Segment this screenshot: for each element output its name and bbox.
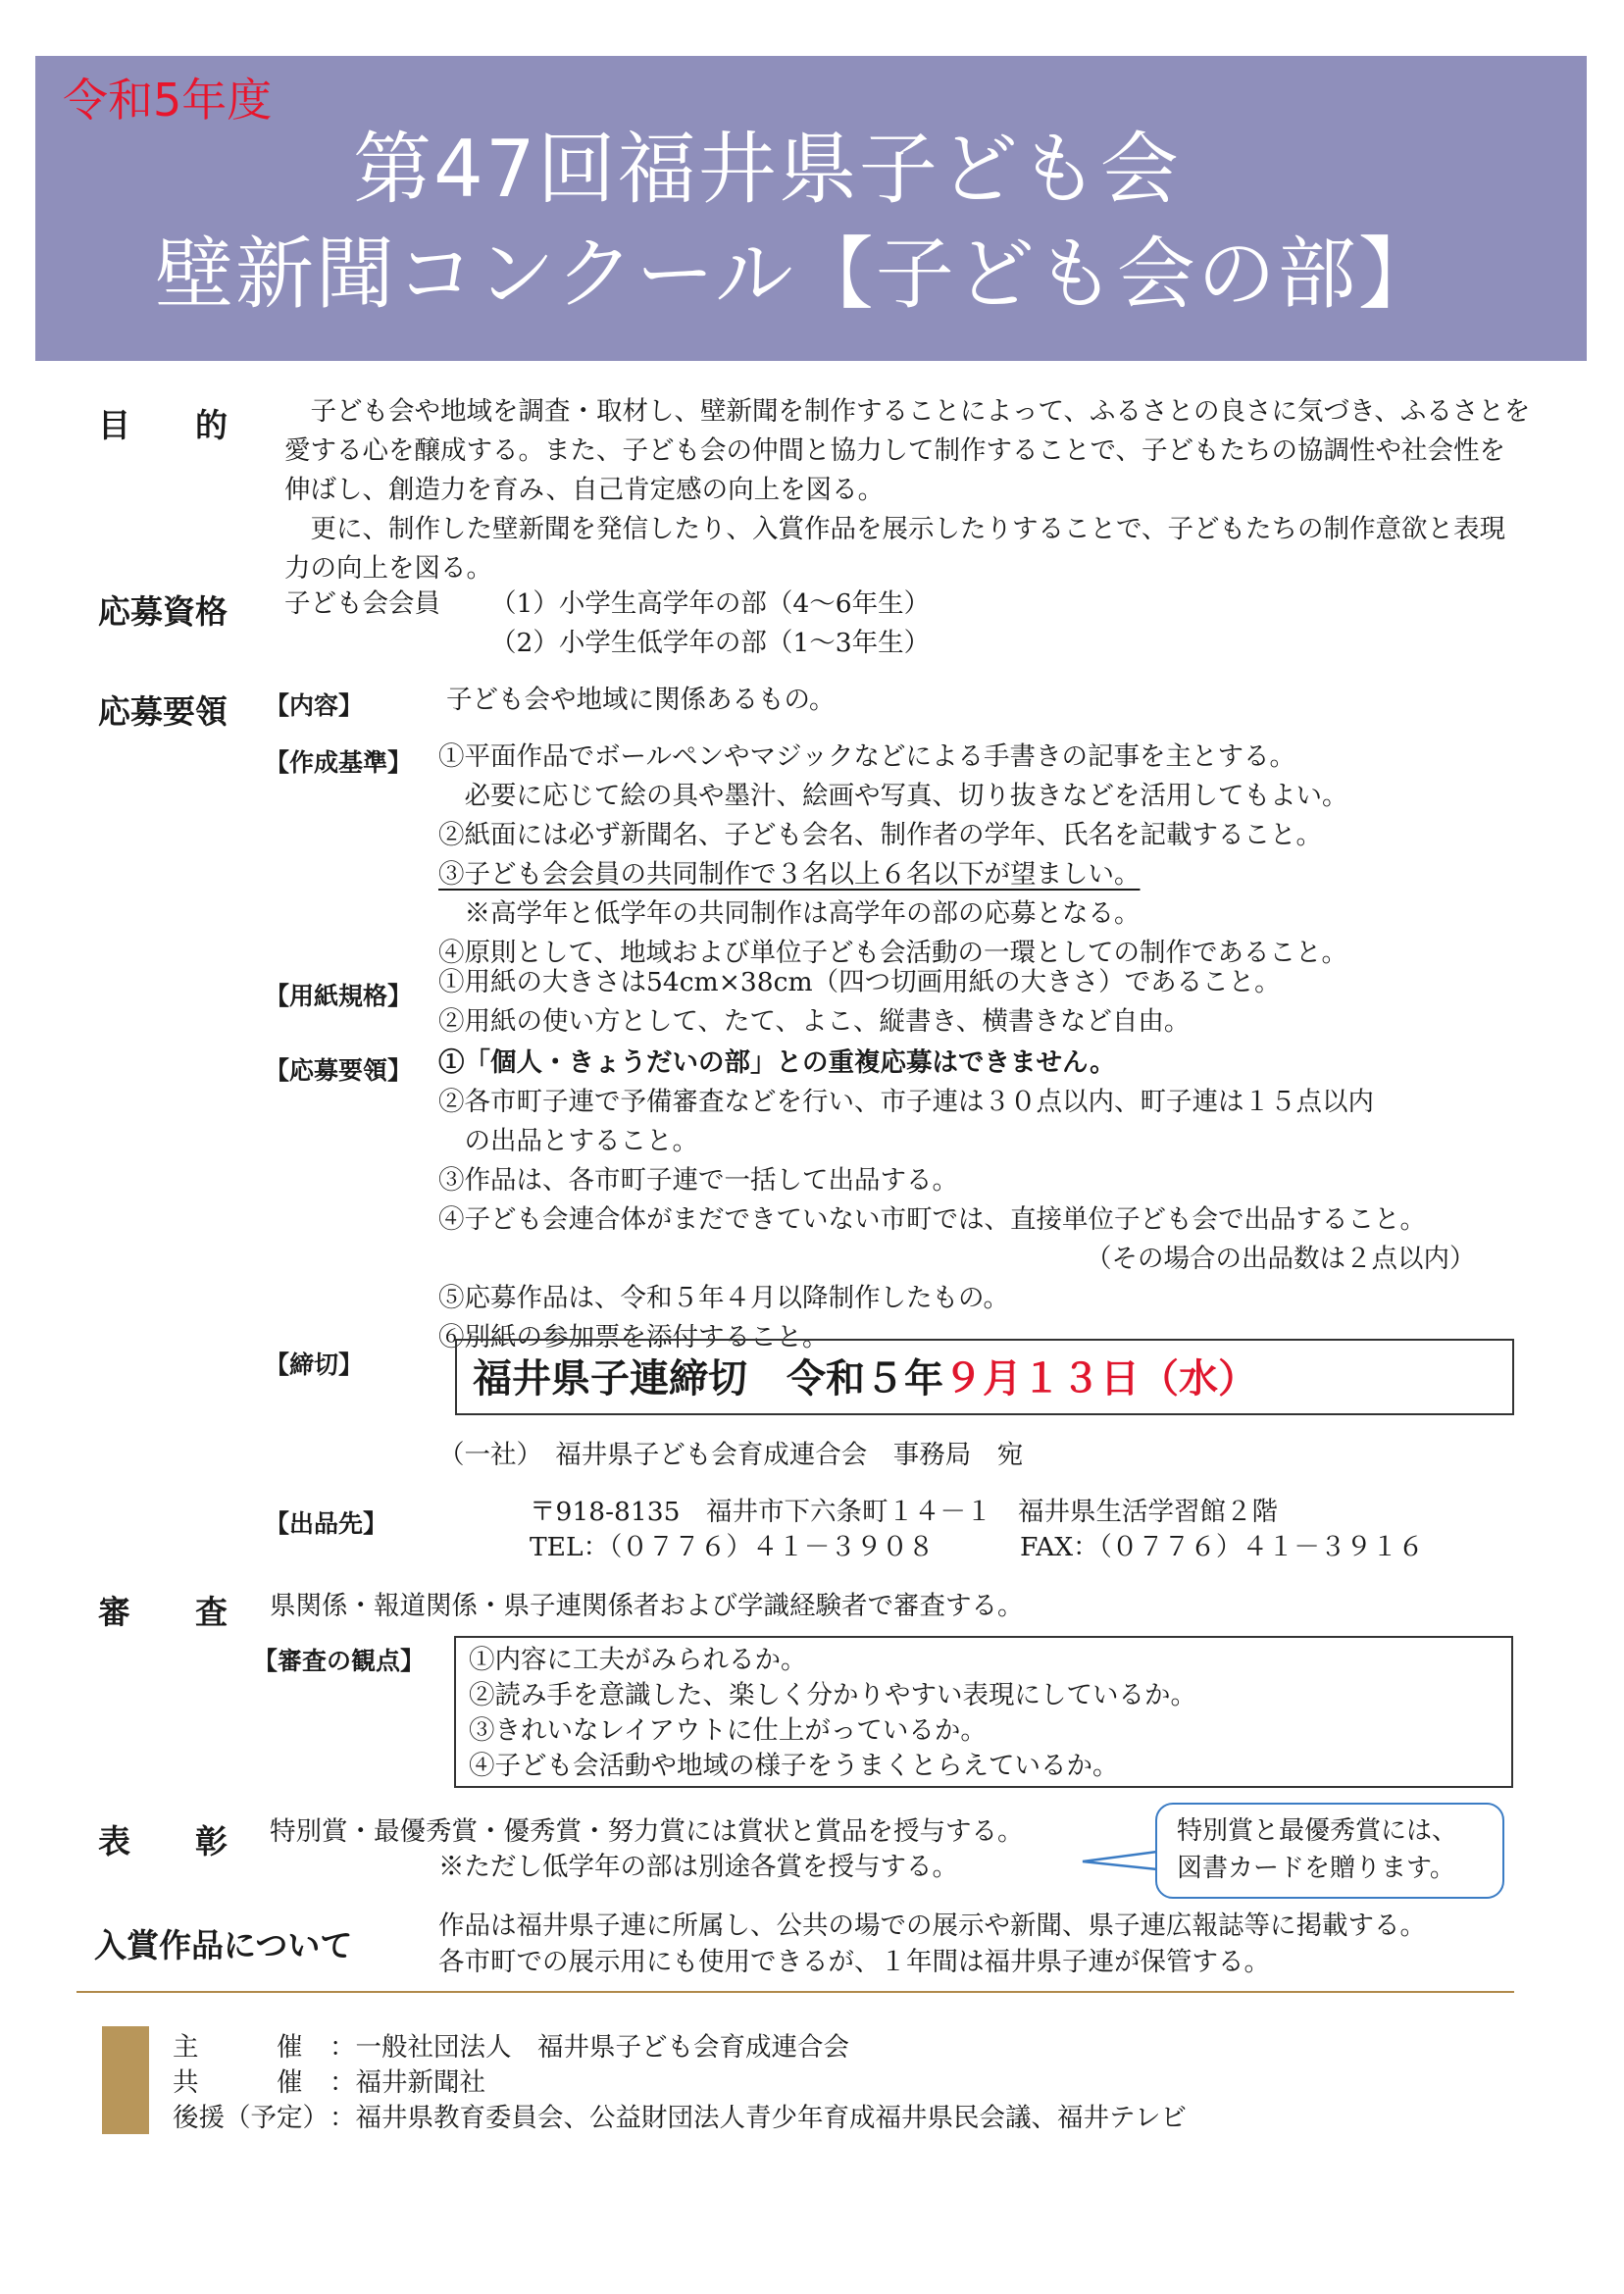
judging-point: ③きれいなレイアウトに仕上がっているか。 xyxy=(469,1715,987,1746)
criteria-label: 【作成基準】 xyxy=(265,748,413,777)
award-note-text xyxy=(1177,1812,1457,1887)
entry-item: （その場合の出品数は２点以内） xyxy=(1086,1244,1476,1274)
paper-label: 【用紙規格】 xyxy=(265,982,413,1010)
criteria-item: ※高学年と低学年の共同制作は高学年の部の応募となる。 xyxy=(438,898,1141,929)
tel: TEL：（０７７６）４１－３９０８ xyxy=(530,1532,935,1562)
criteria-item: ③子ども会会員の共同制作で３名以上６名以下が望ましい。 xyxy=(438,859,1141,890)
content-label: 【内容】 xyxy=(265,691,364,720)
purpose-line: 愛する心を醸成する。また、子ども会の仲間と協力して制作することで、子どもたちの協調性や社会性を xyxy=(284,435,1505,466)
organizer-accent-bar xyxy=(102,2026,149,2134)
entry-item: の出品とすること。 xyxy=(438,1126,698,1156)
purpose-line: 伸ばし、創造力を育み、自己肯定感の向上を図る。 xyxy=(284,475,885,505)
address: 〒918-8135 福井市下六条町１４－１ 福井県生活学習館２階 xyxy=(530,1497,1278,1527)
entry-item: ①「個人・きょうだいの部」との重複応募はできません。 xyxy=(438,1047,1116,1078)
organizer-labels xyxy=(173,2030,329,2136)
entry-label: 【応募要領】 xyxy=(265,1056,413,1085)
deadline-text xyxy=(473,1348,1257,1403)
host-label: 主 催 xyxy=(173,2032,303,2063)
eligibility-divisions xyxy=(490,585,930,663)
judging-point: ②読み手を意識した、楽しく分かりやすい表現にしているか。 xyxy=(469,1680,1196,1710)
criteria-item: 必要に応じて絵の具や墨汁、絵画や写真、切り抜きなどを活用してもよい。 xyxy=(438,781,1348,811)
eligibility-member: 子ども会会員 xyxy=(284,588,440,619)
title-line-1: 第47回福井県子ども会 xyxy=(353,124,1181,215)
purpose-label: 目 的 xyxy=(98,406,228,444)
cohost: ：福井新聞社 xyxy=(330,2067,485,2098)
paper-item: ①用紙の大きさは54cm×38cm（四つ切画用紙の大きさ）であること。 xyxy=(438,967,1281,997)
awards-label: 表 彰 xyxy=(98,1822,228,1861)
deadline-label: 【締切】 xyxy=(265,1351,364,1379)
paper-item: ②用紙の使い方として、たて、よこ、縦書き、横書きなど自由。 xyxy=(438,1006,1191,1037)
awards-line-1: 特別賞・最優秀賞・優秀賞・努力賞には賞状と賞品を授与する。 xyxy=(270,1816,1024,1847)
criteria-item: ①平面作品でボールペンやマジックなどによる手書きの記事を主とする。 xyxy=(438,741,1295,772)
entry-item: ③作品は、各市町子連で一括して出品する。 xyxy=(438,1165,958,1196)
support-label: 後援（予定） xyxy=(173,2103,329,2133)
entry-list xyxy=(438,1044,1476,1357)
paper-list xyxy=(438,963,1281,1042)
judging-view-label: 【審査の観点】 xyxy=(253,1647,426,1675)
criteria-item: ②紙面には必ず新聞名、子ども会名、制作者の学年、氏名を記載すること。 xyxy=(438,820,1322,850)
criteria-item: ④原則として、地域および単位子ども会活動の一環としての制作であること。 xyxy=(438,938,1347,968)
destination-label: 【出品先】 xyxy=(265,1509,388,1538)
purpose-line: 力の向上を図る。 xyxy=(284,553,492,584)
title-line-2: 壁新聞コンクール【子ども会の部】 xyxy=(155,229,1439,320)
judging-text: 県関係・報道関係・県子連関係者および学識経験者で審査する。 xyxy=(270,1591,1024,1621)
divider xyxy=(76,1991,1514,1993)
addressee: （一社） 福井県子ども会育成連合会 事務局 宛 xyxy=(438,1440,1024,1470)
entry-item: ⑤応募作品は、令和５年４月以降制作したもの。 xyxy=(438,1283,1009,1313)
winning-works-label: 入賞作品について xyxy=(94,1926,353,1964)
division-item: （2）小学生低学年の部（1～3年生） xyxy=(490,628,931,658)
entry-item: ⑥別紙の参加票を添付すること。 xyxy=(438,1322,829,1352)
judging-point: ④子ども会活動や地域の様子をうまくとらえているか。 xyxy=(469,1751,1119,1781)
fax: FAX：（０７７６）４１－３９１６ xyxy=(1020,1532,1424,1562)
entry-item: ②各市町子連で予備審査などを行い、市子連は３０点以内、町子連は１５点以内 xyxy=(438,1087,1374,1117)
deadline-date: ９月１３日（水） xyxy=(943,1355,1257,1402)
winning-works-line-2: 各市町での展示用にも使用できるが、１年間は福井県子連が保管する。 xyxy=(438,1947,1270,1977)
division-item: （1）小学生高学年の部（4～6年生） xyxy=(490,588,931,619)
support: ：福井県教育委員会、公益財団法人青少年育成福井県民会議、福井テレビ xyxy=(330,2103,1187,2133)
organizer-values xyxy=(330,2030,1187,2136)
purpose-text xyxy=(284,392,1530,588)
purpose-line: 子ども会や地域を調査・取材し、壁新聞を制作することによって、ふるさとの良さに気づき、ふるさとを xyxy=(284,396,1531,427)
deadline-prefix: 福井県子連締切 令和５年 xyxy=(473,1355,943,1402)
award-note-line: 特別賞と最優秀賞には、 xyxy=(1177,1816,1458,1846)
entry-item: ④子ども会連合体がまだできていない市町では、直接単位子ども会で出品すること。 xyxy=(438,1204,1426,1235)
judging-point: ①内容に工夫がみられるか。 xyxy=(469,1645,807,1675)
bubble-tail-icon xyxy=(1079,1846,1167,1875)
fiscal-year: 令和5年度 xyxy=(63,74,273,127)
purpose-line: 更に、制作した壁新聞を発信したり、入賞作品を展示したりすることで、子どもたちの制作意欲と表現 xyxy=(284,514,1505,544)
host: ：一般社団法人 福井県子ども会育成連合会 xyxy=(330,2032,849,2063)
awards-line-2: ※ただし低学年の部は別途各賞を授与する。 xyxy=(438,1852,958,1882)
cohost-label: 共 催 xyxy=(173,2067,303,2098)
winning-works-line-1: 作品は福井県子連に所属し、公共の場での展示や新聞、県子連広報誌等に掲載する。 xyxy=(438,1911,1426,1941)
award-note-line: 図書カードを贈ります。 xyxy=(1177,1854,1455,1883)
content-text: 子ども会や地域に関係あるもの。 xyxy=(446,685,836,715)
criteria-list xyxy=(438,738,1348,973)
judging-points xyxy=(469,1643,1196,1784)
guidelines-label: 応募要領 xyxy=(98,692,228,731)
eligibility-label: 応募資格 xyxy=(98,592,228,631)
judging-label: 審 査 xyxy=(98,1593,228,1631)
